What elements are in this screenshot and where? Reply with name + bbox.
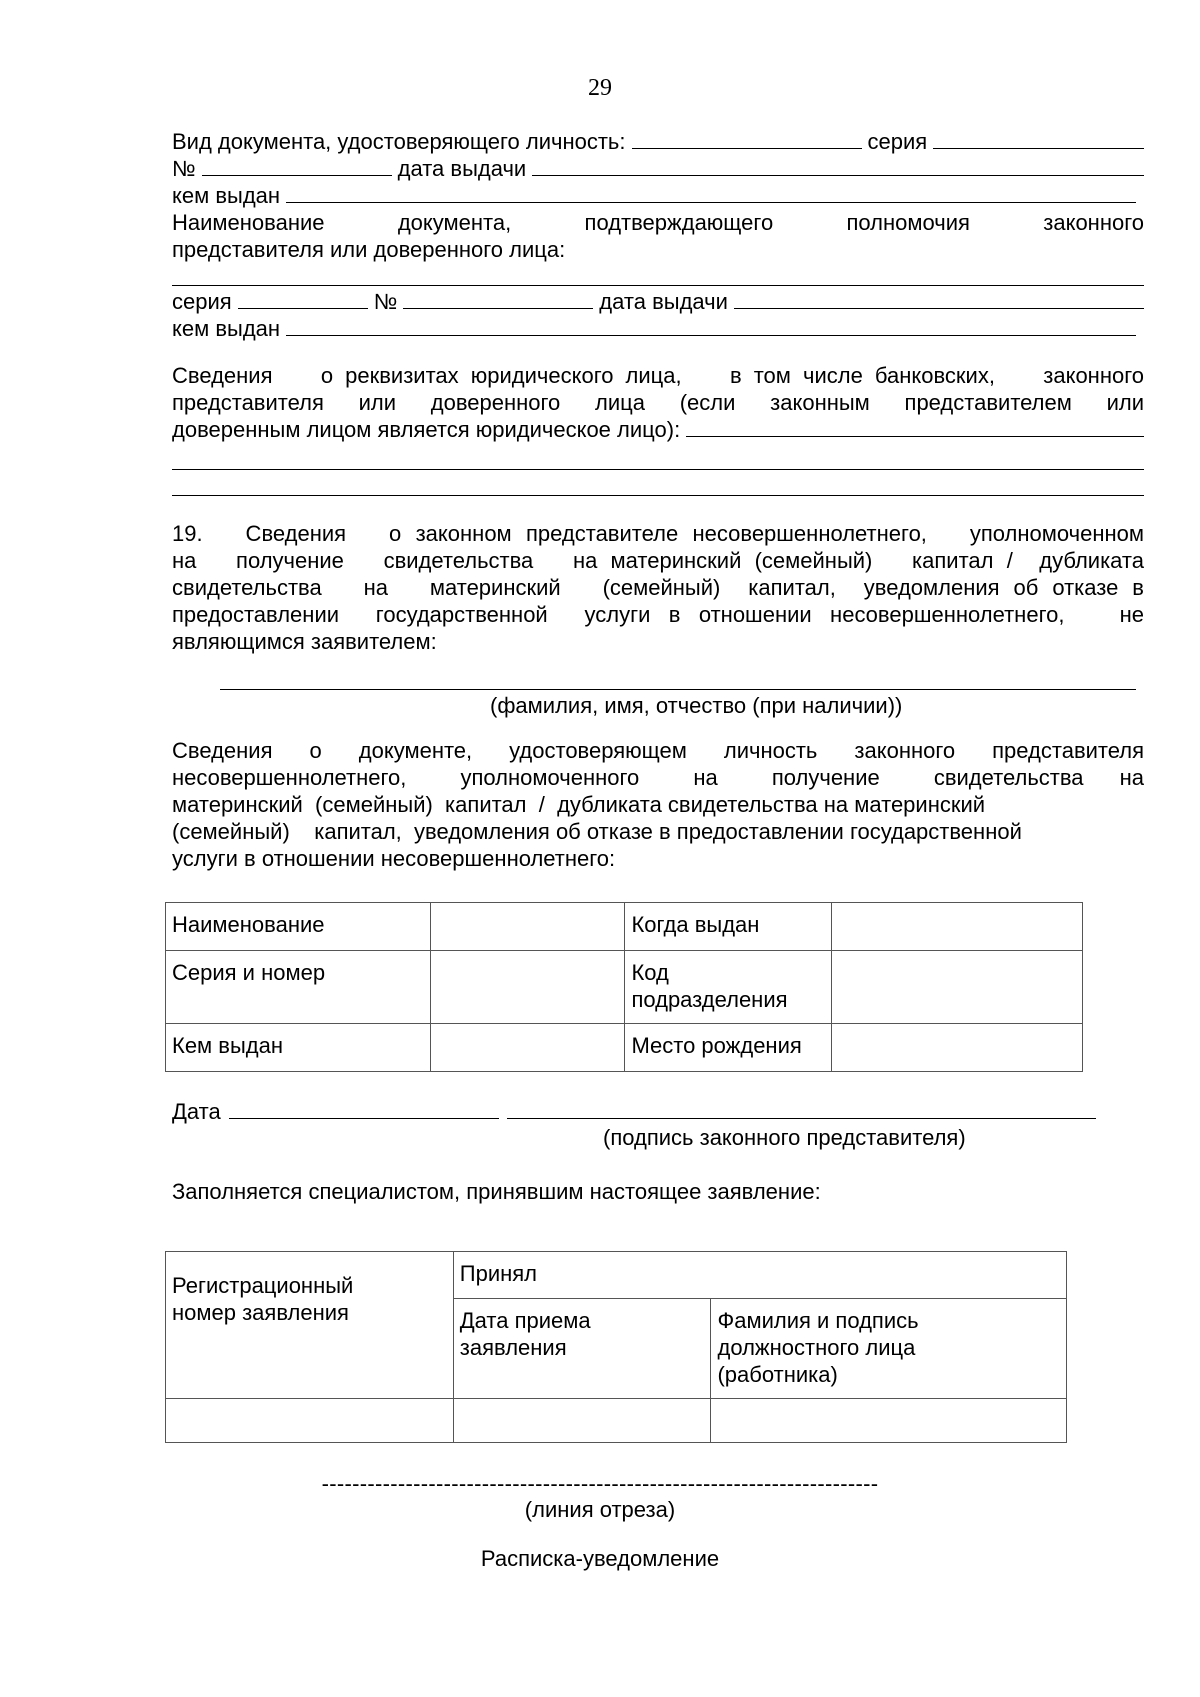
section19-line5: являющимся заявителем: bbox=[172, 629, 437, 654]
reg-number-header: Регистрационный номер заявления bbox=[166, 1252, 454, 1399]
division-code-cell[interactable] bbox=[832, 951, 1083, 1024]
table-row bbox=[166, 951, 1083, 1024]
doc-type-line bbox=[172, 128, 1144, 155]
authority-word-4: полномочия bbox=[846, 210, 970, 235]
authority-word-3: подтверждающего bbox=[584, 210, 774, 235]
date-signature-line bbox=[172, 1098, 1096, 1125]
issued-by-cell-label: Кем выдан bbox=[166, 1024, 431, 1072]
issue-date-cell-label: Когда выдан bbox=[625, 903, 832, 951]
form-content bbox=[172, 128, 1144, 872]
reg-number-cell[interactable] bbox=[166, 1399, 454, 1443]
cut-line-caption: (линия отреза) bbox=[524, 1497, 676, 1522]
series-field-2[interactable] bbox=[238, 290, 368, 309]
doc-info-line3: материнский (семейный) капитал / дубликата свидетельства на материнский bbox=[172, 792, 986, 817]
issue-date-cell[interactable] bbox=[832, 903, 1083, 951]
issued-by-cell[interactable] bbox=[430, 1024, 625, 1072]
birthplace-label: Место рождения bbox=[625, 1024, 832, 1072]
authority-doc-field[interactable] bbox=[172, 284, 1144, 286]
number-field[interactable] bbox=[202, 157, 392, 176]
doc-info-line5: услуги в отношении несовершеннолетнего: bbox=[172, 846, 616, 871]
doc-name-cell[interactable] bbox=[430, 903, 625, 951]
page-number: 29 bbox=[588, 75, 612, 101]
section19-line4: предоставлении государственной услуги в отношении несовершеннолетнего, не bbox=[172, 602, 1144, 627]
issued-by-field-2[interactable] bbox=[286, 317, 1136, 336]
legal-entity-line2: представителя или доверенного лица (если законным представителем или bbox=[172, 390, 1144, 415]
date-received-cell[interactable] bbox=[453, 1399, 711, 1443]
doc-info-line1: Сведения о документе, удостоверяющем личность законного представителя bbox=[172, 738, 1144, 763]
legal-entity-extra-line-2[interactable] bbox=[172, 470, 1144, 496]
authority-doc-label: представителя или доверенного лица: bbox=[172, 237, 566, 262]
fio-field[interactable] bbox=[220, 688, 1136, 690]
series-label: серия bbox=[867, 129, 928, 154]
document-table bbox=[165, 902, 1083, 1072]
date-label: Дата bbox=[172, 1099, 221, 1124]
section19-line1: 19. Сведения о законном представителе несовершеннолетнего, уполномоченном bbox=[172, 521, 1144, 546]
issued-by-line-2 bbox=[172, 315, 1144, 342]
official-name-cell[interactable] bbox=[711, 1399, 1067, 1443]
number-label-2: № bbox=[373, 289, 398, 314]
division-code-label: Код подразделения bbox=[625, 951, 832, 1024]
number-label: № bbox=[172, 156, 196, 181]
legal-entity-line3 bbox=[172, 416, 1144, 443]
legal-entity-field[interactable] bbox=[686, 418, 1144, 437]
series-field[interactable] bbox=[933, 130, 1144, 149]
issue-date-field[interactable] bbox=[532, 157, 1144, 176]
issued-by-label-2: кем выдан bbox=[172, 316, 281, 341]
table-row bbox=[166, 1252, 1067, 1299]
legal-entity-line1: Сведения о реквизитах юридического лица, в том числе банковских, законного bbox=[172, 363, 1144, 388]
table-row bbox=[166, 1024, 1083, 1072]
legal-entity-extra-line-1[interactable] bbox=[172, 443, 1144, 470]
doc-type-label: Вид документа, удостоверяющего личность: bbox=[172, 129, 626, 154]
authority-word-2: документа, bbox=[397, 210, 512, 235]
doc-name-label: Наименование bbox=[166, 903, 431, 951]
doc-type-field[interactable] bbox=[632, 130, 862, 149]
doc-info-line4: (семейный) капитал, уведомления об отказе в предоставлении государственной bbox=[172, 819, 1022, 844]
cut-line: ------------------------------------------------------------------------- bbox=[321, 1471, 879, 1496]
authority-doc-line2 bbox=[172, 236, 1144, 263]
series-number-date-line bbox=[172, 288, 1144, 315]
fio-caption: (фамилия, имя, отчество (при наличии)) bbox=[490, 693, 903, 718]
doc-info-line2: несовершеннолетнего, уполномоченного на получение свидетельства на bbox=[172, 765, 1144, 790]
authority-word-1: Наименование bbox=[172, 210, 325, 235]
table-row bbox=[166, 1399, 1067, 1443]
authority-word-5: законного bbox=[1043, 210, 1144, 235]
number-field-2[interactable] bbox=[403, 290, 593, 309]
authority-doc-line1 bbox=[172, 209, 1144, 236]
specialist-note: Заполняется специалистом, принявшим настоящее заявление: bbox=[172, 1179, 821, 1204]
accepted-header: Принял bbox=[453, 1252, 1066, 1299]
issued-by-line bbox=[172, 182, 1144, 209]
issued-by-field[interactable] bbox=[286, 184, 1136, 203]
date-received-header: Дата приема заявления bbox=[453, 1299, 711, 1399]
official-name-header: Фамилия и подпись должностного лица (работника) bbox=[711, 1299, 1067, 1399]
signature-caption: (подпись законного представителя) bbox=[603, 1125, 966, 1150]
issue-date-label-2: дата выдачи bbox=[599, 289, 728, 314]
section19-line2: на получение свидетельства на материнский (семейный) капитал / дубликата bbox=[172, 548, 1144, 573]
section19-line3: свидетельства на материнский (семейный) капитал, уведомления об отказе в bbox=[172, 575, 1144, 600]
issue-date-field-2[interactable] bbox=[734, 290, 1144, 309]
receipt-title: Расписка-уведомление bbox=[480, 1546, 720, 1571]
issue-date-label: дата выдачи bbox=[397, 156, 527, 181]
signature-field[interactable] bbox=[507, 1100, 1096, 1119]
date-field[interactable] bbox=[229, 1100, 499, 1119]
birthplace-cell[interactable] bbox=[832, 1024, 1083, 1072]
series-label-2: серия bbox=[172, 289, 232, 314]
series-number-label: Серия и номер bbox=[166, 951, 431, 1024]
issued-by-label: кем выдан bbox=[172, 183, 281, 208]
series-number-cell[interactable] bbox=[430, 951, 625, 1024]
registration-table bbox=[165, 1251, 1067, 1443]
legal-entity-label: доверенным лицом является юридическое лицо): bbox=[172, 417, 681, 442]
number-date-line bbox=[172, 155, 1144, 182]
table-row bbox=[166, 903, 1083, 951]
